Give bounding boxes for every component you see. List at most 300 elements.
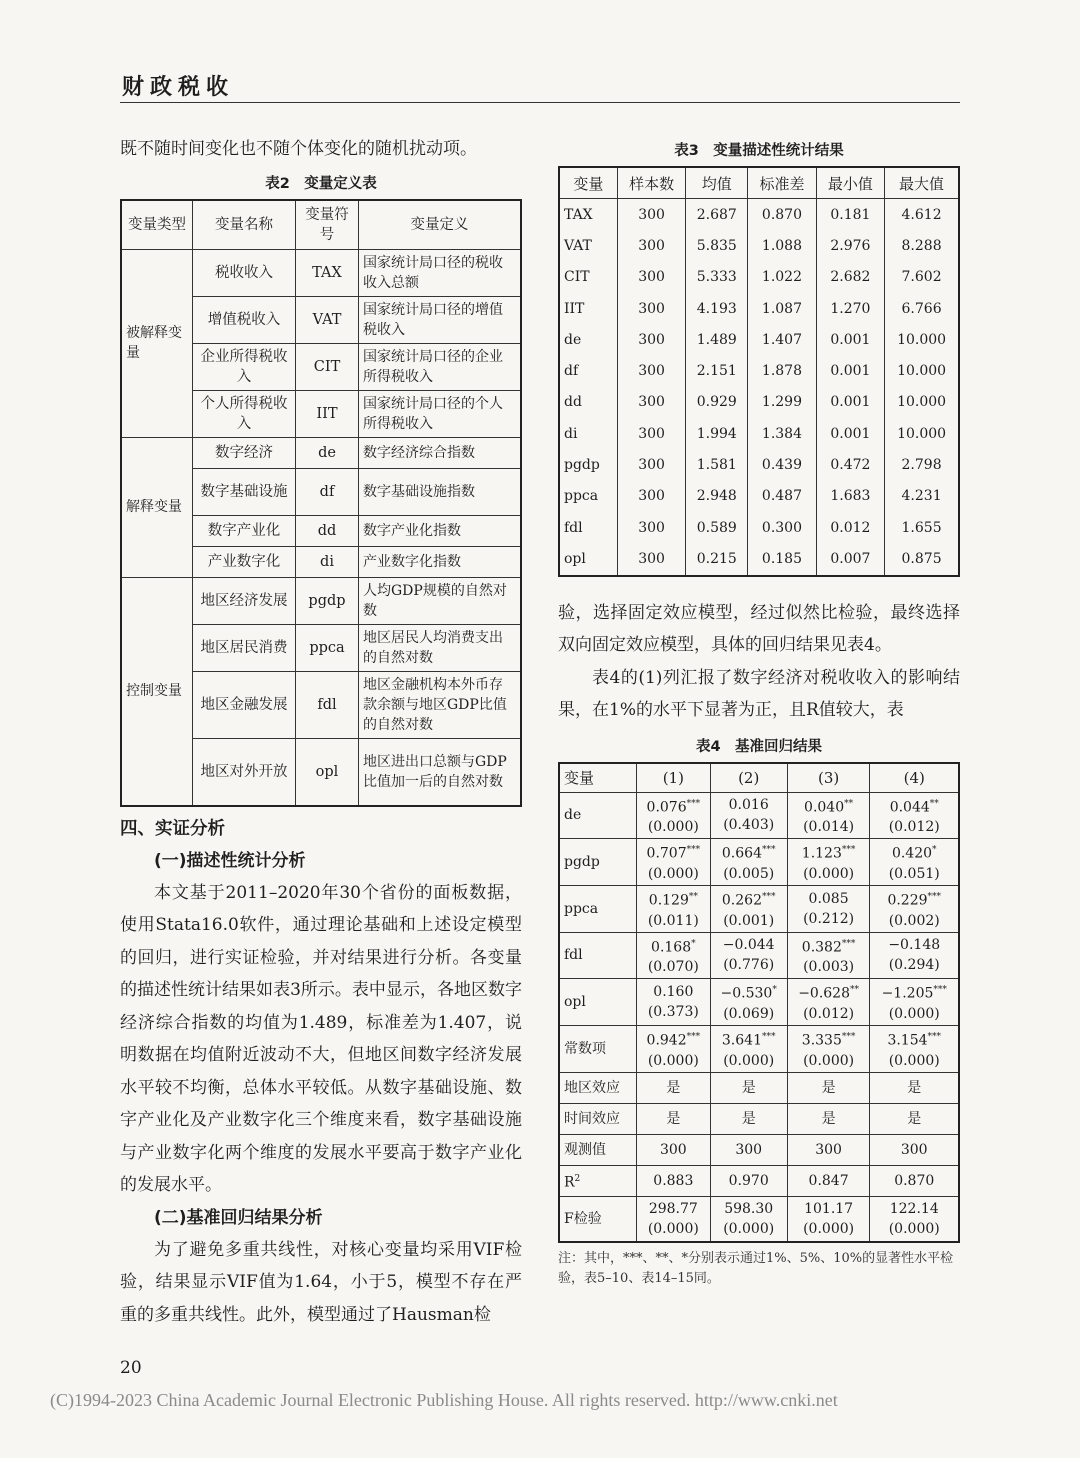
table2-name-cell: 个人所得税收入 [193,390,296,437]
p-value: (0.051) [888,865,940,882]
table2-definition-cell: 数字基础设施指数 [359,468,522,515]
table2-type-cell: 解释变量 [121,437,193,577]
table4-value-cell: 是 [787,1072,870,1103]
table4-coef-row [559,792,959,839]
table2-header-cell: 变量类型 [121,200,193,250]
coefficient: 0.044 [889,799,930,816]
table2-name-cell: 企业所得税收入 [193,343,296,390]
subsection-heading-1: (一)描述性统计分析 [154,850,306,871]
table3-value-cell: 0.215 [686,543,748,575]
table2-name-cell: 数字基础设施 [193,468,296,515]
table3-value-cell: 300 [617,512,685,543]
table4-value-cell: 是 [710,1103,787,1134]
table3-variable-cell: pgdp [559,449,617,480]
table3-value-cell: 2.682 [816,262,884,293]
p-value: (0.000) [647,865,699,882]
table3-value-cell: 1.655 [885,512,959,543]
table2 [120,199,522,807]
table4-plain-row [559,1165,959,1196]
paragraph-descriptive: 本文基于2011–2020年30个省份的面板数据，使用Stata16.0软件，通过理论基础和上述设定模型的回归，进行实证检验，并对结果进行分析。各变量的描述性统计结果如表3所示。表中显示，各地区数字经济综合指数的均值为1.489，标准差为1.407，说明数据在均值附近波动不大，但地区间数字经济发展水平较不均衡，总体水平较低。从数字基础设施、数字产业化及产业数字化三个维度来看，数字基础设施与产业数字化两个维度的发展水平要高于数字产业化的发展水平。 [120,882,522,1195]
table3-value-cell: 0.012 [816,512,884,543]
page-number: 20 [120,1358,142,1378]
p-value: (0.212) [803,910,855,927]
table3-value-cell: 8.288 [885,230,959,261]
table4-header-row [559,763,959,793]
table3-header-cell: 均值 [686,167,748,199]
table3-value-cell: 2.948 [686,481,748,512]
table3-value-cell: 2.151 [686,355,748,386]
table4-value-cell: 0.883 [637,1165,711,1196]
coefficient: 0.076 [646,799,687,816]
table4-coef-cell [787,839,870,886]
table3-variable-cell: IIT [559,293,617,324]
coefficient: 0.707 [646,845,687,862]
p-value: (0.403) [723,817,775,834]
table3-row [559,449,959,480]
f-statistic: 122.14 [889,1200,939,1217]
table4-coef-cell [637,885,711,932]
table3-header-row [559,167,959,199]
table3-value-cell: 1.407 [748,324,816,355]
table3-value-cell: 0.929 [686,387,748,418]
table3-value-cell: 1.878 [748,355,816,386]
f-statistic: 298.77 [648,1200,698,1217]
table4-variable-cell: ppca [559,885,637,932]
table2-name-cell: 地区对外开放 [193,738,296,806]
table2-symbol-cell: IIT [296,390,359,437]
table3-header-cell: 样本数 [617,167,685,199]
table3-variable-cell: di [559,418,617,449]
table2-definition-cell: 产业数字化指数 [359,546,522,577]
table4-coef-cell [870,885,959,932]
table4-note: 注：其中，***、**、*分别表示通过1%、5%、10%的显著性水平检验，表5–10、表14–15同。 [558,1250,954,1286]
significance-stars: ** [850,985,859,996]
table2-definition-cell: 数字产业化指数 [359,515,522,546]
table3-variable-cell: CIT [559,262,617,293]
table4-coef-cell [637,979,711,1026]
p-value: (0.011) [647,912,699,929]
table2-name-cell: 地区居民消费 [193,624,296,671]
coefficient: 0.942 [646,1032,687,1049]
table4-coef-row [559,979,959,1026]
table4-plain-row [559,1072,959,1103]
table3-row [559,262,959,293]
table3-variable-cell: TAX [559,199,617,231]
table4-variable-cell: de [559,792,637,839]
paragraph-results: 表4的(1)列汇报了数字经济对税收收入的影响结果，在1%的水平下显著为正，且R值较大，表 [558,667,960,721]
table3-value-cell: 7.602 [885,262,959,293]
table2-symbol-cell: CIT [296,343,359,390]
p-value: (0.000) [647,1220,699,1237]
table4-variable-cell: $R^2$ [559,1165,637,1196]
table3-variable-cell: ppca [559,481,617,512]
table2-name-cell: 税收收入 [193,249,296,296]
table4-value-cell: 是 [870,1103,959,1134]
table4-coef-row [559,885,959,932]
left-column [120,133,522,1331]
significance-stars: *** [686,798,701,809]
p-value: (0.001) [723,912,775,929]
table2-definition-cell: 人均GDP规模的自然对数 [359,577,522,624]
p-value: (0.000) [803,1220,855,1237]
table4-variable-cell: 地区效应 [559,1072,637,1103]
table3-value-cell: 300 [617,449,685,480]
table4-header-cell: 变量 [559,763,637,793]
table2-row [121,577,521,624]
table3-value-cell: 1.994 [686,418,748,449]
coefficient: 0.160 [653,984,694,1001]
table4-value-cell: 是 [710,1072,787,1103]
table4-coef-cell [870,979,959,1026]
coefficient: 0.085 [808,890,849,907]
table3-value-cell: 6.766 [885,293,959,324]
table4-coef-cell [710,839,787,886]
table3-value-cell: 0.875 [885,543,959,575]
table2-symbol-cell: TAX [296,249,359,296]
table2-name-cell: 数字经济 [193,437,296,468]
p-value: (0.373) [647,1004,699,1021]
table3-value-cell: 0.472 [816,449,884,480]
table3-value-cell: 1.489 [686,324,748,355]
table4-ftest-cell [637,1196,711,1242]
coefficient: −0.628 [798,985,850,1002]
table3-row [559,230,959,261]
p-value: (0.000) [723,1220,775,1237]
table4-coef-cell [710,979,787,1026]
table4-coef-cell [870,1025,959,1072]
table3-row [559,387,959,418]
table3-value-cell: 0.001 [816,324,884,355]
p-value: (0.000) [888,1005,940,1022]
table4-caption: 表4 基准回归结果 [695,738,823,755]
table3-value-cell: 1.683 [816,481,884,512]
table3-value-cell: 1.384 [748,418,816,449]
table2-definition-cell: 国家统计局口径的企业所得税收入 [359,343,522,390]
table4 [558,762,960,1243]
p-value: (0.000) [888,1220,940,1237]
table3-header-cell: 变量 [559,167,617,199]
table4-variable-cell: fdl [559,932,637,979]
table2-symbol-cell: VAT [296,296,359,343]
table3-value-cell: 1.270 [816,293,884,324]
table3-row [559,543,959,575]
table3-value-cell: 0.185 [748,543,816,575]
p-value: (0.003) [803,959,855,976]
significance-stars: * [932,845,937,856]
significance-stars: *** [841,845,856,856]
significance-stars: *** [761,1031,776,1042]
table3-variable-cell: dd [559,387,617,418]
table2-row [121,249,521,296]
copyright-line: (C)1994-2023 China Academic Journal Electronic Publishing House. All rights reserved. http://www.cnki.net [50,1390,838,1410]
coefficient: −0.530 [720,985,773,1002]
table3-value-cell: 1.088 [748,230,816,261]
table4-coef-cell [870,839,959,886]
table2-caption: 表2 变量定义表 [265,175,377,192]
table4-header-cell: (1) [637,763,711,793]
significance-stars: *** [841,938,856,949]
table3-value-cell: 300 [617,418,685,449]
table2-definition-cell: 地区居民人均消费支出的自然对数 [359,624,522,671]
table4-value-cell: 0.870 [870,1165,959,1196]
table4-value-cell: 是 [787,1103,870,1134]
table4-variable-cell: pgdp [559,839,637,886]
table3 [558,166,960,577]
table2-definition-cell: 国家统计局口径的个人所得税收入 [359,390,522,437]
table3-value-cell: 0.001 [816,355,884,386]
table3-value-cell: 0.439 [748,449,816,480]
table4-plain-row [559,1134,959,1165]
p-value: (0.776) [723,957,775,974]
table2-definition-cell: 国家统计局口径的税收收入总额 [359,249,522,296]
table4-coef-cell [787,1025,870,1072]
table2-header-cell: 变量名称 [193,200,296,250]
table3-row [559,293,959,324]
table2-definition-cell: 地区进出口总额与GDP比值加一后的自然对数 [359,738,522,806]
significance-stars: *** [927,891,942,902]
table4-value-cell: 0.847 [787,1165,870,1196]
table2-name-cell: 数字产业化 [193,515,296,546]
coefficient: 0.129 [648,892,689,909]
coefficient: 0.262 [721,892,762,909]
table3-header-cell: 最小值 [816,167,884,199]
table4-coef-cell [787,932,870,979]
table3-value-cell: 300 [617,324,685,355]
p-value: (0.002) [888,912,940,929]
table4-coef-row [559,1025,959,1072]
table3-value-cell: 1.022 [748,262,816,293]
table4-value-cell: 300 [637,1134,711,1165]
coefficient: 3.641 [721,1032,762,1049]
table4-value-cell: 0.970 [710,1165,787,1196]
table4-coef-cell [637,839,711,886]
significance-stars: ** [688,891,698,902]
table4-coef-cell [637,792,711,839]
journal-header: 财政税收 [122,75,235,100]
coefficient: −0.148 [888,937,941,954]
table4-coef-cell [787,885,870,932]
table4-coef-cell [710,885,787,932]
paragraph-model-choice: 验，选择固定效应模型，经过似然比检验，最终选择双向固定效应模型，具体的回归结果见表4。 [558,602,960,656]
table3-value-cell: 0.300 [748,512,816,543]
table3-value-cell: 4.231 [885,481,959,512]
table3-value-cell: 0.870 [748,199,816,231]
table3-value-cell: 1.087 [748,293,816,324]
p-value: (0.000) [723,1052,775,1069]
table2-symbol-cell: fdl [296,671,359,738]
table2-symbol-cell: di [296,546,359,577]
significance-stars: *** [686,1031,701,1042]
table4-coef-cell [637,932,711,979]
table4-variable-cell: 常数项 [559,1025,637,1072]
p-value: (0.014) [803,819,855,836]
table2-type-cell: 控制变量 [121,577,193,806]
table3-value-cell: 1.581 [686,449,748,480]
table4-value-cell: 300 [787,1134,870,1165]
p-value: (0.069) [723,1005,775,1022]
table4-coef-cell [870,792,959,839]
table3-row [559,355,959,386]
table2-symbol-cell: ppca [296,624,359,671]
table3-row [559,512,959,543]
table3-variable-cell: de [559,324,617,355]
table4-ftest-cell [710,1196,787,1242]
coefficient: −0.044 [722,937,775,954]
table4-coef-row [559,932,959,979]
coefficient: 1.123 [801,845,842,862]
table3-value-cell: 300 [617,481,685,512]
table3-value-cell: 10.000 [885,387,959,418]
table3-value-cell: 10.000 [885,324,959,355]
table4-coef-cell [870,932,959,979]
table3-value-cell: 300 [617,199,685,231]
table4-variable-cell: 观测值 [559,1134,637,1165]
table3-caption: 表3 变量描述性统计结果 [674,143,844,159]
table3-value-cell: 300 [617,262,685,293]
coefficient: 0.382 [801,939,842,956]
table4-value-cell: 300 [710,1134,787,1165]
coefficient: 0.229 [887,892,928,909]
table2-definition-cell: 国家统计局口径的增值税收入 [359,296,522,343]
significance-stars: ** [844,798,854,809]
coefficient: 3.154 [887,1032,928,1049]
significance-stars: *** [927,1031,942,1042]
table2-header-cell: 变量定义 [359,200,522,250]
significance-stars: ** [929,798,939,809]
f-statistic: 101.17 [804,1200,854,1217]
header-rule [120,102,960,103]
p-value: (0.000) [647,1052,699,1069]
table3-variable-cell: df [559,355,617,386]
table2-name-cell: 产业数字化 [193,546,296,577]
table4-ftest-cell [870,1196,959,1242]
table3-value-cell: 300 [617,543,685,575]
significance-stars: * [772,985,777,996]
table3-value-cell: 10.000 [885,418,959,449]
coefficient: 3.335 [801,1032,842,1049]
table3-value-cell: 4.193 [686,293,748,324]
section-heading-4: 四、实证分析 [120,818,225,839]
table3-header-cell: 标准差 [748,167,816,199]
table3-row [559,199,959,231]
table4-coef-cell [710,1025,787,1072]
table3-row [559,418,959,449]
table3-row [559,481,959,512]
table3-value-cell: 300 [617,355,685,386]
table4-header-cell: (2) [710,763,787,793]
table4-value-cell: 是 [637,1103,711,1134]
coefficient: 0.016 [728,797,769,814]
table4-coef-cell [637,1025,711,1072]
table3-value-cell: 5.835 [686,230,748,261]
table3-value-cell: 4.612 [885,199,959,231]
table2-header-cell: 变量符号 [296,200,359,250]
table2-row [121,437,521,468]
table4-coef-row [559,839,959,886]
significance-stars: *** [933,985,947,996]
superscript: 2 [574,1173,581,1184]
table3-value-cell: 1.299 [748,387,816,418]
coefficient: 0.040 [804,799,845,816]
table3-value-cell: 300 [617,230,685,261]
table3-value-cell: 0.487 [748,481,816,512]
table3-value-cell: 2.976 [816,230,884,261]
table3-value-cell: 0.001 [816,387,884,418]
table3-value-cell: 0.007 [816,543,884,575]
table2-name-cell: 地区经济发展 [193,577,296,624]
table2-header-row [121,200,521,250]
table2-name-cell: 地区金融发展 [193,671,296,738]
intro-text: 既不随时间变化也不随个体变化的随机扰动项。 [120,139,477,159]
paragraph-regression: 为了避免多重共线性，对核心变量均采用VIF检验，结果显示VIF值为1.64，小于5，模型不存在严重的多重共线性。此外，模型通过了Hausman检 [120,1239,522,1325]
table2-definition-cell: 数字经济综合指数 [359,437,522,468]
table4-coef-cell [710,792,787,839]
table4-variable-cell: F检验 [559,1196,637,1242]
table2-definition-cell: 地区金融机构本外币存款余额与地区GDP比值的自然对数 [359,671,522,738]
significance-stars: *** [841,1031,856,1042]
p-value: (0.070) [647,959,699,976]
table4-plain-row [559,1103,959,1134]
table4-ftest-cell [787,1196,870,1242]
table4-coef-cell [787,979,870,1026]
right-column [558,139,960,1289]
table4-value-cell: 300 [870,1134,959,1165]
coefficient: −1.205 [881,985,934,1002]
table3-value-cell: 0.589 [686,512,748,543]
coefficient: 0.168 [651,939,692,956]
significance-stars: *** [761,845,776,856]
p-value: (0.000) [647,819,699,836]
p-value: (0.012) [888,819,940,836]
p-value: (0.000) [803,865,855,882]
table3-variable-cell: fdl [559,512,617,543]
table4-value-cell: 是 [637,1072,711,1103]
coefficient: 0.664 [721,845,762,862]
table3-value-cell: 2.798 [885,449,959,480]
table3-value-cell: 300 [617,387,685,418]
table2-symbol-cell: opl [296,738,359,806]
table3-value-cell: 300 [617,293,685,324]
p-value: (0.294) [888,957,940,974]
table3-value-cell: 2.687 [686,199,748,231]
p-value: (0.005) [723,865,775,882]
table2-name-cell: 增值税收入 [193,296,296,343]
significance-stars: *** [686,845,701,856]
table4-variable-cell: 时间效应 [559,1103,637,1134]
table3-variable-cell: opl [559,543,617,575]
table3-value-cell: 5.333 [686,262,748,293]
table2-symbol-cell: pgdp [296,577,359,624]
table4-variable-cell: opl [559,979,637,1026]
table3-value-cell: 0.181 [816,199,884,231]
table4-value-cell: 是 [870,1072,959,1103]
table3-row [559,324,959,355]
f-statistic: 598.30 [724,1200,774,1217]
p-value: (0.000) [888,1052,940,1069]
significance-stars: * [691,938,696,949]
table3-variable-cell: VAT [559,230,617,261]
table3-header-cell: 最大值 [885,167,959,199]
table2-symbol-cell: dd [296,515,359,546]
p-value: (0.000) [803,1052,855,1069]
table4-coef-cell [787,792,870,839]
p-value: (0.012) [803,1005,855,1022]
significance-stars: *** [761,891,776,902]
table4-header-cell: (3) [787,763,870,793]
table3-value-cell: 10.000 [885,355,959,386]
table3-value-cell: 0.001 [816,418,884,449]
coefficient: 0.420 [891,845,933,862]
